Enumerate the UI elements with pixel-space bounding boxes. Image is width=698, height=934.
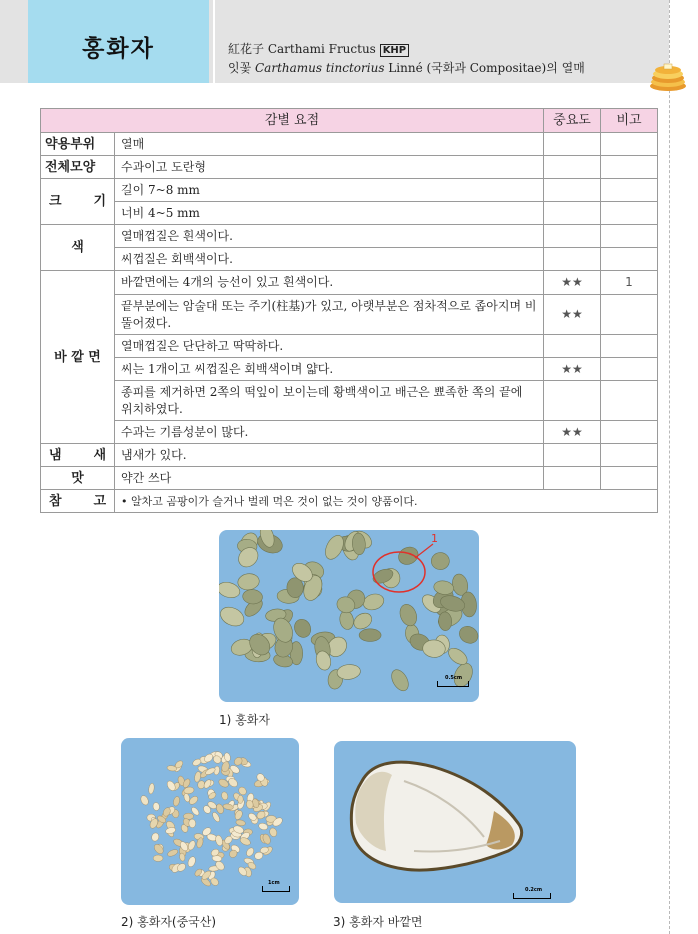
importance-cell bbox=[544, 335, 601, 358]
importance-cell bbox=[544, 202, 601, 225]
category-label: 냄 새 bbox=[41, 444, 115, 467]
category-label: 참 고 bbox=[41, 490, 115, 513]
category-label: 약용부위 bbox=[41, 133, 115, 156]
origin-species: Carthamus tinctorius bbox=[255, 61, 385, 75]
page-title: 홍화자 bbox=[82, 36, 155, 62]
scale-label: 0.5cm bbox=[445, 675, 463, 681]
point-text: 바깥면에는 4개의 능선이 있고 흰색이다. bbox=[115, 271, 544, 295]
point-text: 종피를 제거하면 2쪽의 떡잎이 보이는데 황백색이고 배근은 뾰족한 쪽의 끝에 위치하였다. bbox=[115, 381, 544, 421]
scale-label: 1cm bbox=[268, 880, 280, 886]
note-cell bbox=[601, 179, 658, 202]
category-label: 크 기 bbox=[41, 179, 115, 225]
figure-caption: 1) 홍화자 bbox=[219, 713, 270, 727]
figure-caption: 3) 홍화자 바깥면 bbox=[333, 915, 423, 929]
note-cell bbox=[601, 358, 658, 381]
origin-suffix: Linné (국화과 Compositae)의 열매 bbox=[384, 61, 585, 75]
header-note: 비고 bbox=[601, 109, 658, 133]
point-text: 길이 7~8 mm bbox=[115, 179, 544, 202]
point-text: 너비 4~5 mm bbox=[115, 202, 544, 225]
identification-table bbox=[40, 108, 658, 513]
importance-cell: ★★ bbox=[544, 358, 601, 381]
point-text: 씨는 1개이고 씨껍질은 회백색이며 얇다. bbox=[115, 358, 544, 381]
figure-caption: 2) 홍화자(중국산) bbox=[121, 915, 217, 929]
scale-bar bbox=[262, 886, 290, 892]
importance-cell bbox=[544, 467, 601, 490]
point-text: 열매 bbox=[115, 133, 544, 156]
category-label: 색 bbox=[41, 225, 115, 271]
header-importance: 중요도 bbox=[544, 109, 601, 133]
note-cell bbox=[601, 295, 658, 335]
pancake-icon bbox=[648, 60, 688, 92]
note-cell: 1 bbox=[601, 271, 658, 295]
divider bbox=[213, 0, 215, 83]
point-text: 냄새가 있다. bbox=[115, 444, 544, 467]
importance-cell bbox=[544, 179, 601, 202]
latin-name: 紅花子 Carthami Fructus bbox=[228, 42, 376, 56]
seed-shape bbox=[189, 819, 196, 828]
margin-dash-line bbox=[669, 0, 670, 934]
scale-label: 0.2cm bbox=[525, 887, 543, 893]
point-text: 수과는 기름성분이 많다. bbox=[115, 421, 544, 444]
point-text: 열매껍질은 단단하고 딱딱하다. bbox=[115, 335, 544, 358]
origin-prefix: 잇꽃 bbox=[228, 61, 255, 75]
note-cell bbox=[601, 133, 658, 156]
note-cell bbox=[601, 444, 658, 467]
importance-cell bbox=[544, 444, 601, 467]
latin-name-line bbox=[228, 40, 409, 57]
reference-text: • 알차고 곰팡이가 슬거나 벌레 먹은 것이 없는 것이 양품이다. bbox=[115, 490, 658, 513]
scale-bar bbox=[437, 681, 469, 687]
importance-cell bbox=[544, 133, 601, 156]
point-text: 열매껍질은 흰색이다. bbox=[115, 225, 544, 248]
seed-shape bbox=[359, 629, 381, 642]
seed-photo-1 bbox=[219, 530, 479, 702]
khp-badge: KHP bbox=[380, 44, 409, 57]
category-label: 맛 bbox=[41, 467, 115, 490]
seed-photo-3 bbox=[334, 741, 576, 903]
note-cell bbox=[601, 335, 658, 358]
importance-cell bbox=[544, 248, 601, 271]
note-cell bbox=[601, 421, 658, 444]
seed-shape bbox=[431, 552, 449, 569]
note-cell bbox=[601, 248, 658, 271]
importance-cell: ★★ bbox=[544, 271, 601, 295]
note-cell bbox=[601, 381, 658, 421]
note-cell bbox=[601, 202, 658, 225]
point-text: 수과이고 도란형 bbox=[115, 156, 544, 179]
title-box bbox=[28, 0, 209, 83]
importance-cell bbox=[544, 381, 601, 421]
note-cell bbox=[601, 156, 658, 179]
point-text: 씨껍질은 회백색이다. bbox=[115, 248, 544, 271]
importance-cell bbox=[544, 156, 601, 179]
importance-cell: ★★ bbox=[544, 421, 601, 444]
point-text: 약간 쓰다 bbox=[115, 467, 544, 490]
category-label: 전체모양 bbox=[41, 156, 115, 179]
origin-line bbox=[228, 59, 585, 76]
header-points: 감별 요점 bbox=[41, 109, 544, 133]
category-label: 바 깥 면 bbox=[41, 271, 115, 444]
point-text: 끝부분에는 암술대 또는 주기(柱基)가 있고, 아랫부분은 점차적으로 좁아지며 비뚤어졌다. bbox=[115, 295, 544, 335]
scale-bar bbox=[513, 893, 551, 899]
importance-cell: ★★ bbox=[544, 295, 601, 335]
figure-annotation: 1 bbox=[431, 532, 438, 545]
importance-cell bbox=[544, 225, 601, 248]
note-cell bbox=[601, 467, 658, 490]
seed-shape bbox=[238, 795, 244, 803]
note-cell bbox=[601, 225, 658, 248]
